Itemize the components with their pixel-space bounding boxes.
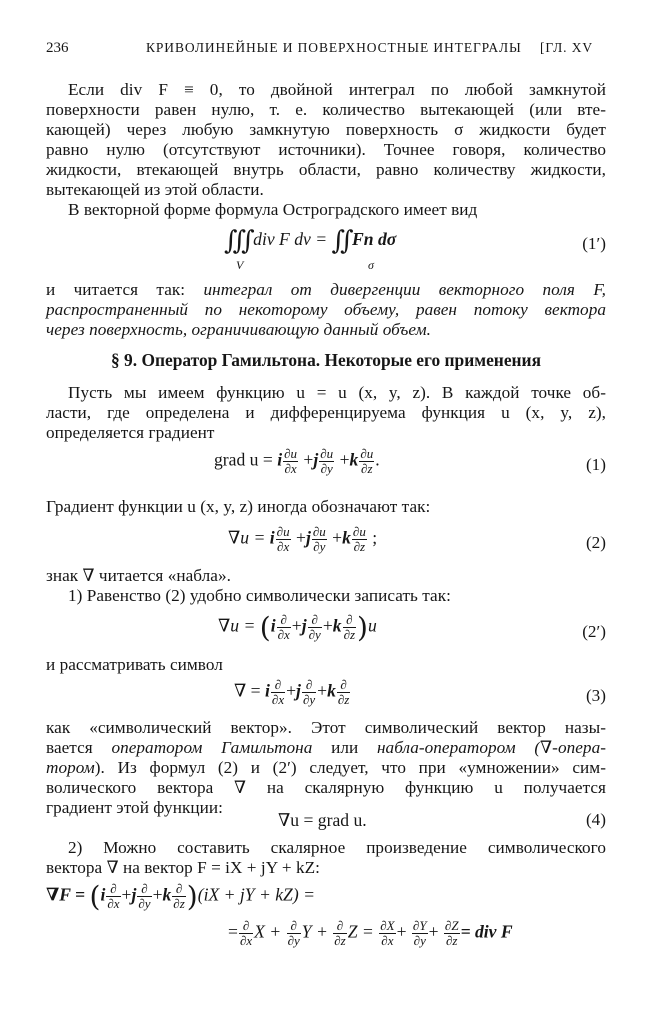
plus: + <box>296 527 306 548</box>
vec-j: j <box>301 615 307 636</box>
frac-du-dx <box>276 525 291 554</box>
eq1p-sub-sigma: σ <box>368 258 374 272</box>
den: ∂y <box>287 933 300 948</box>
den: ∂y <box>313 539 326 554</box>
term-y: Y + <box>301 921 328 942</box>
den: ∂z <box>446 933 458 948</box>
num: ∂ <box>172 882 185 897</box>
frac-dY-dy <box>412 919 428 948</box>
eq1p-number: (1′) <box>582 234 606 253</box>
para1-text: Если div F ≡ 0, то двойной интеграл по любой замкнутой <box>68 80 606 99</box>
left-paren: ( <box>259 611 271 644</box>
eq2-lhs: ∇u = <box>228 527 266 548</box>
eq3-lhs: ∇ = <box>234 680 261 701</box>
plus: + <box>339 449 350 470</box>
t-italic: тором <box>46 758 95 777</box>
frac-d-dx <box>239 919 253 948</box>
vec-j: j <box>305 527 311 548</box>
frac-du-dx <box>283 447 298 476</box>
para1-line2: поверхности равен нулю, т. е. количество вытекающей (или вте- <box>46 100 606 119</box>
equation-4: ∇u = grad u. <box>278 810 367 830</box>
equation-1: grad u = i $\frac{\partial u}{\partial x}$ +j $\frac{\partial u}{\partial y}$ +k $\frac{\partial u}{\partial z}$ . <box>214 446 380 476</box>
triple-integral-sign: ∭ <box>224 226 249 256</box>
num: ∂ <box>302 678 316 693</box>
para3-italic: интеграл от дивергенции векторного поля F, <box>203 280 606 299</box>
den: ∂z <box>361 461 373 476</box>
num: ∂ <box>271 678 285 693</box>
para9-line3 <box>46 758 606 778</box>
equation-2-prime <box>218 611 377 644</box>
vec-k: k <box>349 449 359 470</box>
frac-d-dy <box>302 678 316 707</box>
plus: + <box>317 680 328 701</box>
frac-du-dz <box>359 447 374 476</box>
frac-d-dz <box>343 613 356 642</box>
vec-k: k <box>162 884 172 905</box>
t-italic: оператором Гамильтона <box>111 738 313 757</box>
plus: + <box>428 921 439 942</box>
equation-5-line1 <box>46 880 315 913</box>
eq5-lhs: ∇F = <box>46 884 86 905</box>
frac-d-dx <box>106 882 120 911</box>
frac-du-dz <box>352 525 367 554</box>
vec-i: i <box>269 527 275 548</box>
num: ∂u <box>352 524 366 539</box>
equation-3 <box>234 678 351 707</box>
page-number: 236 <box>46 40 69 56</box>
plus: + <box>121 884 132 905</box>
den: ∂z <box>353 539 366 554</box>
vec-j: j <box>296 680 301 701</box>
div-f: = div F <box>460 921 513 942</box>
den: ∂z <box>334 933 346 948</box>
num: ∂ <box>287 919 301 934</box>
left-paren: ( <box>89 880 101 913</box>
den: ∂x <box>277 627 290 642</box>
den: ∂y <box>413 933 426 948</box>
eq2p-number: (2′) <box>582 622 606 641</box>
vec-j: j <box>131 884 137 905</box>
num: ∂ <box>137 882 151 897</box>
eq1-number: (1) <box>585 455 606 474</box>
den: ∂y <box>138 896 151 911</box>
para8: и рассматривать символ <box>46 655 223 674</box>
vec-k: k <box>332 615 342 636</box>
para9-line5: градиент этой функции: <box>46 798 223 817</box>
den: ∂z <box>173 896 185 911</box>
t: ). Из формул (2) и (2′) следует, что при «умножении» сим- <box>94 758 606 777</box>
para10-line1: 2) Можно составить скалярное произведение символического <box>68 838 606 857</box>
para9-line1: как «символический вектор». Этот символический вектор назы- <box>46 718 606 737</box>
para2: В векторной форме формула Остроградского имеет вид <box>68 200 478 219</box>
t-italic: (∇-опера- <box>515 738 606 757</box>
den: ∂x <box>381 933 394 948</box>
den: ∂x <box>284 461 297 476</box>
num: ∂u <box>320 446 334 461</box>
frac-d-dz <box>333 919 346 948</box>
para3-line2: распространенный по некоторому объему, равен потоку вектора <box>46 300 606 319</box>
vec-i: i <box>100 884 106 905</box>
para1-line1 <box>68 80 606 100</box>
eq2-semicolon: ; <box>372 527 378 548</box>
eq2p-u: u <box>367 615 377 636</box>
frac-d-dy <box>287 919 301 948</box>
den: ∂z <box>337 692 350 707</box>
equation-5-line2 <box>228 919 513 948</box>
para1-line3: кающей) через любую замкнутую поверхность σ жидкости будет <box>46 120 606 139</box>
right-paren: ) <box>186 880 198 913</box>
para9-line2 <box>46 738 606 758</box>
chapter-label: [ГЛ. XV <box>540 40 593 55</box>
equation-1-prime <box>224 226 396 256</box>
eq4-number: (4) <box>585 810 606 829</box>
num: ∂u <box>276 524 290 539</box>
para3-line1 <box>46 280 606 300</box>
section-title: § 9. Оператор Гамильтона. Некоторые его применения <box>111 350 541 370</box>
den: ∂x <box>277 539 290 554</box>
vec-j: j <box>313 449 319 470</box>
equation-2 <box>228 525 377 554</box>
den: ∂y <box>302 692 316 707</box>
den: ∂z <box>343 627 356 642</box>
frac-dZ-dz <box>444 919 460 948</box>
eq1p-sub-v: V <box>236 258 244 272</box>
running-title: КРИВОЛИНЕЙНЫЕ И ПОВЕРХНОСТНЫЕ ИНТЕГРАЛЫ <box>146 40 522 55</box>
den: ∂y <box>320 461 333 476</box>
frac-du-dy <box>319 447 334 476</box>
den: ∂y <box>308 627 321 642</box>
para6: знак ∇ читается «набла». <box>46 566 231 585</box>
t-italic: набла-оператором <box>376 738 516 757</box>
num: ∂Z <box>444 918 459 933</box>
vec-i: i <box>265 680 270 701</box>
para1-line5: жидкости, втекающей внутрь области, равно количеству жидкости, <box>46 160 606 179</box>
num: ∂X <box>380 918 395 933</box>
para4-line3: определяется градиент <box>46 423 215 442</box>
para9-line4: волического вектора ∇ на скалярную функцию u получается <box>46 778 606 797</box>
eq2p-lhs: ∇u = <box>218 615 256 636</box>
term-x: X + <box>254 921 282 942</box>
vec-i: i <box>270 615 276 636</box>
eq5-multiplier: (iX + jY + kZ) = <box>197 884 315 905</box>
num: ∂ <box>106 882 120 897</box>
para1-line6: вытекающей из этой области. <box>46 180 264 199</box>
right-paren: ) <box>357 611 368 644</box>
den: ∂x <box>107 896 120 911</box>
num: ∂ <box>333 919 346 934</box>
plus: + <box>332 527 343 548</box>
frac-d-dy <box>137 882 151 911</box>
vec-k: k <box>342 527 351 548</box>
num: ∂ <box>239 919 253 934</box>
double-integral-sign: ∬ <box>331 226 348 256</box>
num: ∂u <box>284 446 298 461</box>
eq1p-lhs: div F dv = <box>253 229 328 250</box>
term-z: Z = <box>347 921 374 942</box>
frac-dX-dx <box>379 919 395 948</box>
frac-du-dy <box>312 525 327 554</box>
den: ∂x <box>239 933 253 948</box>
para3-plain: и читается так: <box>46 280 204 299</box>
para3-line3: через поверхность, ограничивающую данный объем. <box>46 320 431 339</box>
plus: + <box>303 449 314 470</box>
frac-d-dz <box>337 678 350 707</box>
para4-line2: ласти, где определена и дифференцируема функция u (x, y, z), <box>46 403 606 422</box>
eq3-number: (3) <box>585 686 606 705</box>
equals: = <box>228 921 238 942</box>
num: ∂ <box>277 613 291 628</box>
plus: + <box>286 680 297 701</box>
vec-i: i <box>277 449 283 470</box>
den: ∂x <box>271 692 285 707</box>
frac-d-dz <box>172 882 185 911</box>
plus: + <box>396 921 407 942</box>
para4-line1: Пусть мы имеем функцию u = u (x, y, z). В каждой точке об- <box>68 383 606 402</box>
plus: + <box>152 884 163 905</box>
vec-k: k <box>327 680 336 701</box>
frac-d-dx <box>271 678 285 707</box>
plus: + <box>291 615 302 636</box>
num: ∂Y <box>412 918 427 933</box>
para10-line2: вектора ∇ на вектор F = iX + jY + kZ: <box>46 858 320 877</box>
num: ∂u <box>312 524 326 539</box>
num: ∂ <box>343 613 356 628</box>
eq1-lhs: grad u = <box>214 449 273 470</box>
plus: + <box>322 615 333 636</box>
eq2-number: (2) <box>585 533 606 552</box>
para5: Градиент функции u (x, y, z) иногда обозначают так: <box>46 497 431 516</box>
num: ∂u <box>360 446 374 461</box>
t: или <box>312 738 377 757</box>
frac-d-dx <box>277 613 291 642</box>
para1-line4: равно нулю (отсутствуют источники). Точнее говоря, количество <box>46 140 606 159</box>
t: вается <box>46 738 112 757</box>
eq1p-rhs: Fn dσ <box>352 229 397 250</box>
frac-d-dy <box>308 613 322 642</box>
para7: 1) Равенство (2) удобно символически записать так: <box>68 586 451 605</box>
num: ∂ <box>337 678 350 693</box>
num: ∂ <box>308 613 322 628</box>
